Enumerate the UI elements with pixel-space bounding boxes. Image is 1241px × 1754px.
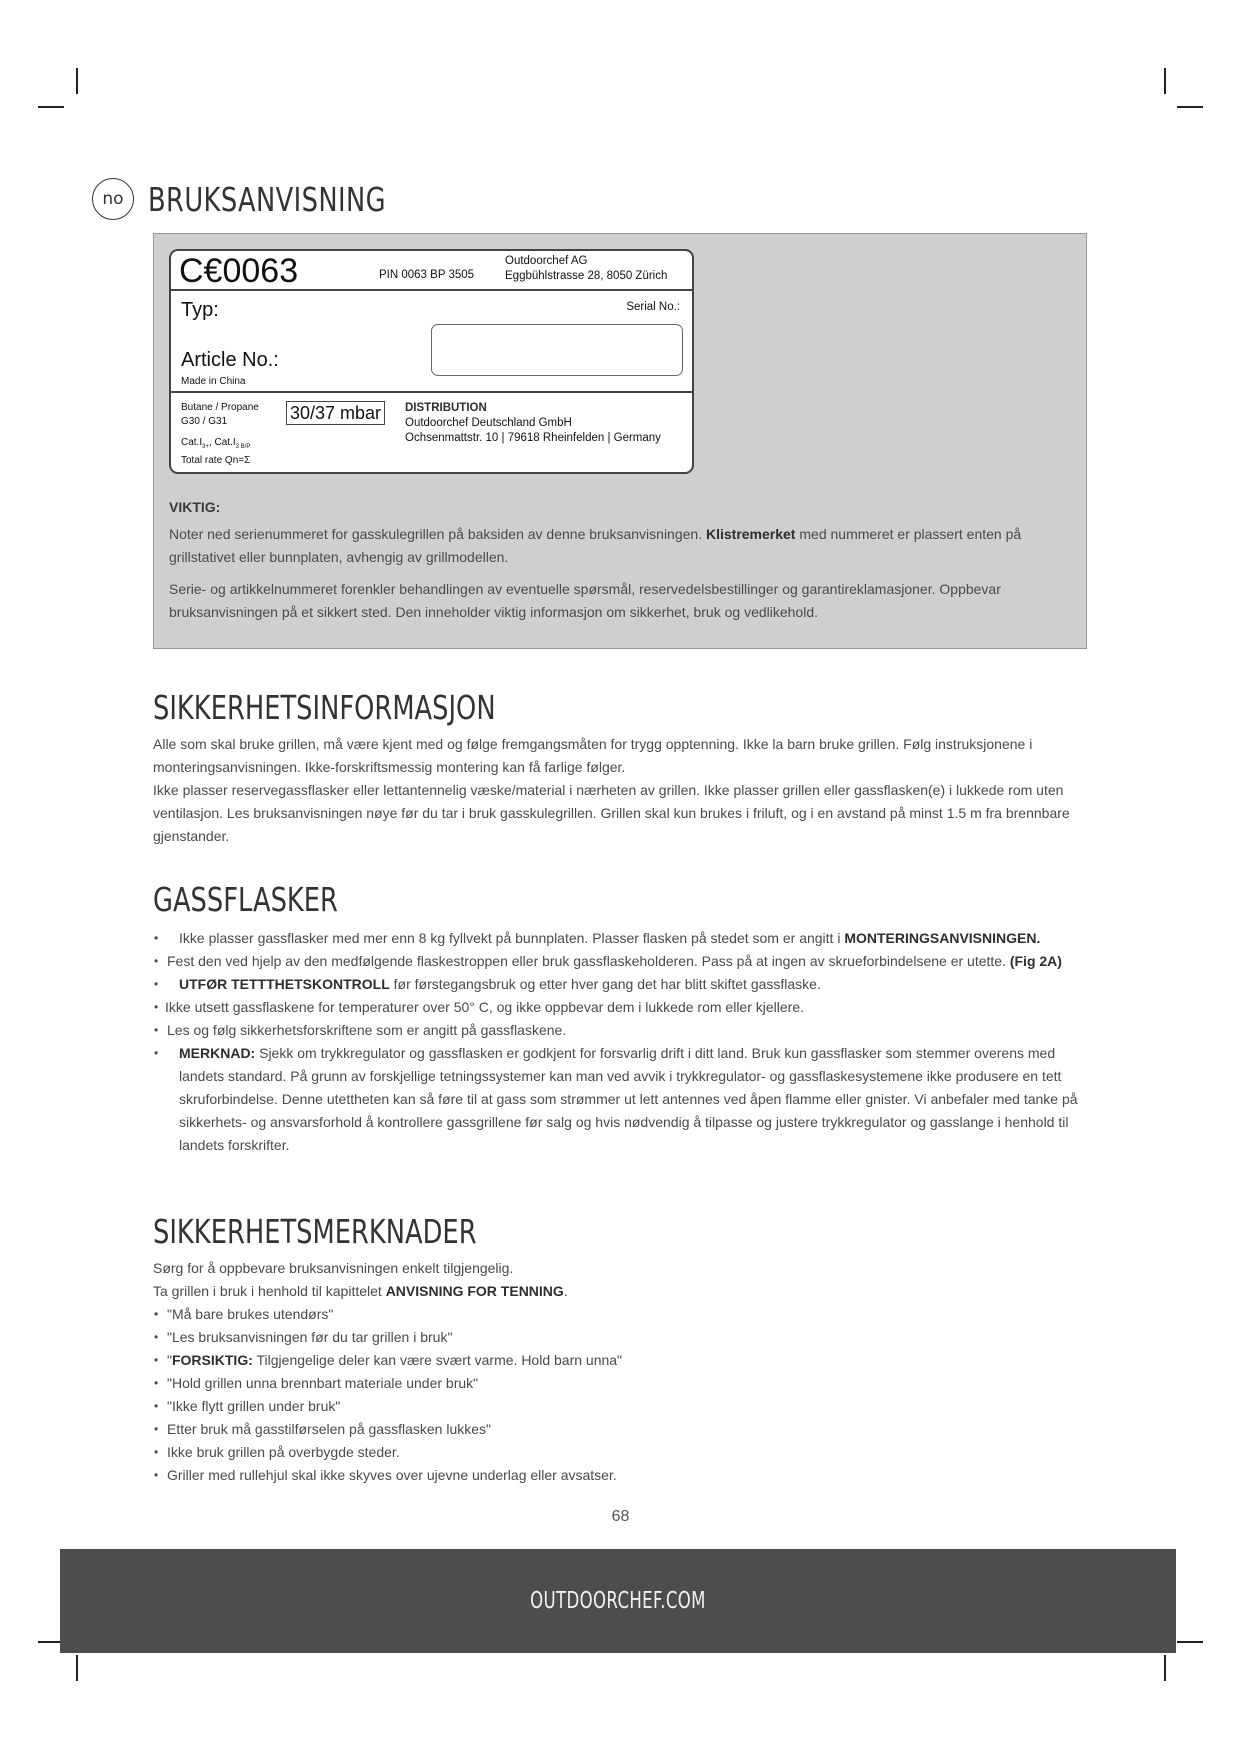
article-label: Article No.: [181, 349, 279, 371]
cat-sub: 3 B/P [235, 444, 251, 450]
language-badge: no [92, 178, 134, 220]
cat-sub: 3+ [202, 444, 209, 450]
manufacturer-address [505, 254, 667, 284]
text: Ikke utsett gassflaskene for temperaturer over 50° C, og ikke oppbevar dem i lukkede rom eller kjellere. [165, 999, 805, 1015]
company-address: Eggbühlstrasse 28, 8050 Zürich [505, 270, 668, 282]
list-item: • Griller med rullehjul skal ikke skyves over ujevne underlag eller avsatser. [153, 1464, 1088, 1487]
crop-mark [76, 68, 78, 94]
list-item [153, 1349, 1088, 1372]
section-body [153, 1257, 1083, 1303]
distribution-title: DISTRIBUTION [405, 402, 487, 414]
plate-divider [171, 391, 692, 393]
company-name: Outdoorchef AG [505, 255, 588, 267]
crop-mark [1164, 1655, 1166, 1681]
paragraph: Sørg for å oppbevare bruksanvisningen enkelt tilgjengelig. [153, 1260, 514, 1276]
section-body [153, 733, 1083, 848]
text: Tilgjengelige deler kan være svært varme. Hold barn unna" [252, 1352, 623, 1368]
cat-text: , Cat.I [208, 437, 236, 448]
list-item: • "Les bruksanvisningen før du tar grillen i bruk" [153, 1326, 1088, 1349]
footer-bar [60, 1549, 1176, 1653]
total-rate: Total rate Qn=Σ [181, 455, 251, 466]
text: Ta grillen i bruk i henhold til kapittelet [153, 1283, 386, 1299]
paragraph [153, 1280, 1083, 1303]
page-number: 68 [611, 1508, 630, 1525]
bold-text: MERKNAD: [179, 1045, 256, 1061]
list-item [153, 1019, 1088, 1042]
pin-number: PIN 0063 BP 3505 [379, 269, 475, 281]
text: Sjekk om trykkregulator og gassflasken er godkjent for forsvarlig drift i ditt land. Bruk kun gassflasker som stemmer overens med landets standard. På grunn av forskjellige tetningssystemer kan man ved avvik i trykkregulator- og gassflaskesystemene ikke produsere en tett skruforbindelse. Denne utettheten kan så føre til at gass som strømmer ut lett antennes ved åpen flamme eller gnister. Vi anbefaler med tanke på sikkerhets- og ansvarsforhold å kontrollere gassgrillene før salg og hvis nødvendig å tilpasse og justere trykkregulator og gasslange i henhold til landets forskrifter. [179, 1045, 1078, 1153]
bold-text: ANVISNING FOR TENNING [385, 1283, 564, 1299]
important-info-box [153, 233, 1087, 649]
list-item [153, 973, 1088, 996]
cat-text: Cat.I [181, 437, 203, 448]
section-heading: SIKKERHETSINFORMASJON [153, 688, 496, 727]
crop-mark [1177, 1641, 1203, 1643]
gas-codes: G30 / G31 [181, 416, 228, 427]
serial-number-box [431, 324, 683, 376]
serial-label: Serial No.: [626, 301, 680, 313]
category-info [181, 436, 250, 467]
ce-mark: C€0063 [179, 252, 299, 290]
bullet-list [153, 927, 1088, 1157]
crop-mark [38, 106, 64, 108]
bold-text: MONTERINGSANVISNINGEN. [844, 930, 1041, 946]
important-paragraph: Serie- og artikkelnummeret forenkler behandlingen av eventuelle spørsmål, reservedelsbestillinger og garantireklamasjoner. Oppbevar bruksanvisningen på et sikkert sted. Den inneholder viktig informasjon om sikkerhet, bruk og vedlikehold. [169, 581, 1001, 620]
paragraph: Alle som skal bruke grillen, må være kjent med og følge fremgangsmåten for trygg opptenning. Ikke la barn bruke grillen. Følg instruksjonene i monteringsanvisningen. Ikke-forskriftsmessig montering kan få farlige følger. [153, 736, 1033, 775]
distribution-info [405, 401, 661, 446]
important-note [169, 496, 1069, 633]
bullet-list [153, 1303, 1088, 1487]
paragraph: Ikke plasser reservegassflasker eller lettantennelig væske/material i nærheten av grillen. Ikke plasser grillen eller gassflasken(e) i lukkede rom uten ventilasjon. Les bruksanvisningen nøye før du tar i bruk gasskulegrillen. Grillen skal kun brukes i friluft, og i en avstand på minst 1.5 m fra brennbare gjenstander. [153, 782, 1070, 844]
crop-mark [1177, 106, 1203, 108]
text: . [563, 1283, 568, 1299]
text: med nummeret er plassert enten på grillstativet eller bunnplaten, avhengig av grillmodellen. [169, 526, 1022, 565]
section-heading: SIKKERHETSMERKNADER [153, 1212, 477, 1251]
bold-text: FORSIKTIG: [171, 1352, 253, 1368]
list-item: • Ikke bruk grillen på overbygde steder. [153, 1441, 1088, 1464]
list-item [153, 950, 1088, 973]
gas-type-text: Butane / Propane [181, 402, 259, 413]
gas-type [181, 401, 259, 429]
rating-plate [169, 249, 694, 474]
footer-url[interactable]: OUTDOORCHEF.COM [530, 1588, 706, 1614]
page-title: BRUKSANVISNING [148, 179, 386, 219]
crop-mark [76, 1655, 78, 1681]
distribution-address: Ochsenmattstr. 10 | 79618 Rheinfelden | Germany [405, 432, 661, 444]
crop-mark [1164, 68, 1166, 94]
list-item [153, 1042, 1088, 1157]
list-item: • "Ikke flytt grillen under bruk" [153, 1395, 1088, 1418]
bold-text: Klistremerket [705, 526, 796, 542]
page-header [92, 178, 453, 220]
made-in-label: Made in China [181, 376, 246, 387]
pressure-rating: 30/37 mbar [286, 401, 385, 425]
text: før førstegangsbruk og etter hver gang det har blitt skiftet gassflaske. [389, 976, 821, 992]
bold-text: (Fig 2A) [1009, 953, 1062, 969]
list-item: • Etter bruk må gasstilførselen på gassflasken lukkes" [153, 1418, 1088, 1441]
important-paragraph [169, 523, 1069, 569]
text: Ikke plasser gassflasker med mer enn 8 kg fyllvekt på bunnplaten. Plasser flasken på stedet som er angitt i [179, 930, 845, 946]
list-item: • "Hold grillen unna brennbart materiale under bruk" [153, 1372, 1088, 1395]
bold-text: UTFØR TETTTHETSKONTROLL [179, 976, 390, 992]
text: Fest den ved hjelp av den medfølgende flaskestroppen eller bruk gassflaskeholderen. Pass på at ingen av skrueforbindelsene er utette. [167, 953, 1010, 969]
distribution-company: Outdoorchef Deutschland GmbH [405, 417, 572, 429]
list-item [153, 996, 1088, 1019]
type-label: Typ: [181, 299, 219, 321]
important-title: VIKTIG: [169, 499, 221, 515]
plate-divider [171, 289, 692, 291]
text: " [167, 1352, 172, 1368]
text: Les og følg sikkerhetsforskriftene som er angitt på gassflaskene. [167, 1022, 567, 1038]
section-heading: GASSFLASKER [153, 880, 338, 919]
list-item [153, 927, 1088, 950]
list-item: • "Må bare brukes utendørs" [153, 1303, 1088, 1326]
text: Noter ned serienummeret for gasskulegrillen på baksiden av denne bruksanvisningen. [169, 526, 706, 542]
